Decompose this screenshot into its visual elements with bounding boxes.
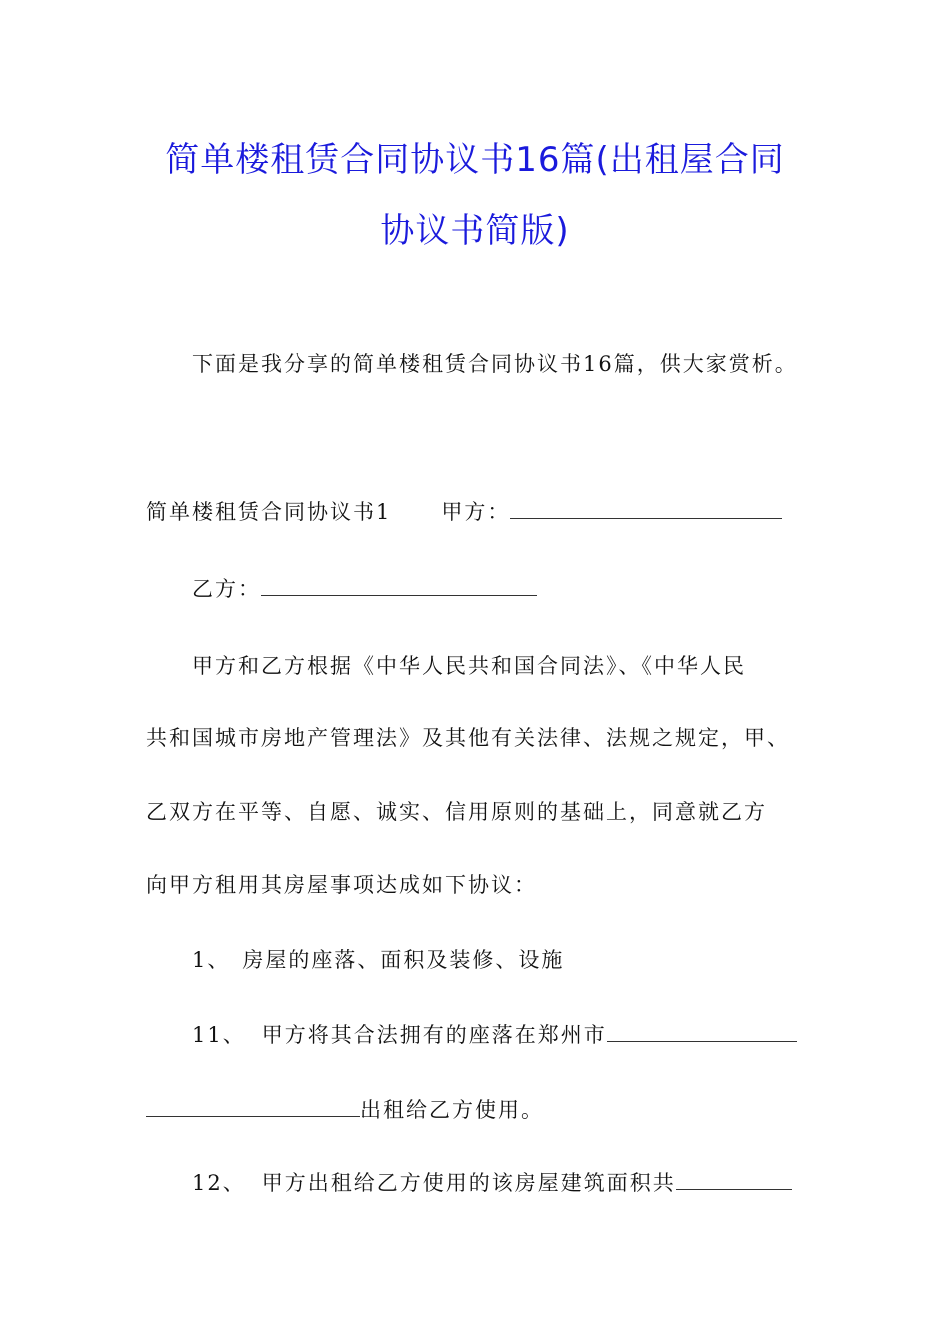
section-heading-row [146,496,782,526]
item-12-text: 甲方出租给乙方使用的该房屋建筑面积共 [261,1171,676,1195]
item-11-continuation-blank [146,1094,360,1117]
party-b-label: 乙方： [192,577,261,601]
intro-paragraph: 下面是我分享的简单楼租赁合同协议书16篇，供大家赏析。 [192,352,798,376]
paragraph-1-line-1: 甲方和乙方根据《中华人民共和国合同法》、《中华人民 [192,654,746,678]
party-a-label: 甲方： [441,500,511,524]
item-1-number: 1、 [192,948,231,972]
party-a-blank [510,496,782,519]
document-title-line-1: 简单楼租赁合同协议书16篇(出租屋合同 [165,140,785,180]
item-12-blank [676,1167,792,1190]
party-b-blank [261,573,537,596]
paragraph-1-line-3: 乙双方在平等、自愿、诚实、信用原则的基础上，同意就乙方 [146,800,767,824]
item-11-row [192,1019,797,1049]
party-b-row [192,573,537,603]
item-11-text: 甲方将其合法拥有的座落在郑州市 [261,1023,607,1047]
item-1-row [192,944,564,974]
section-heading: 简单楼租赁合同协议书1 [146,500,392,524]
item-12-number: 12、 [192,1171,246,1195]
paragraph-1-line-2: 共和国城市房地产管理法》及其他有关法律、法规之规定，甲、 [146,726,790,750]
item-12-row [192,1167,792,1197]
document-title-line-2: 协议书简版) [380,211,570,251]
paragraph-1-line-4: 向甲方租用其房屋事项达成如下协议： [146,873,537,897]
item-11-continuation-text: 出租给乙方使用。 [360,1098,544,1122]
item-11-blank [607,1019,797,1042]
item-1-text: 房屋的座落、面积及装修、设施 [242,948,565,972]
item-11-continuation-row [146,1094,544,1124]
item-11-number: 11、 [192,1023,246,1047]
